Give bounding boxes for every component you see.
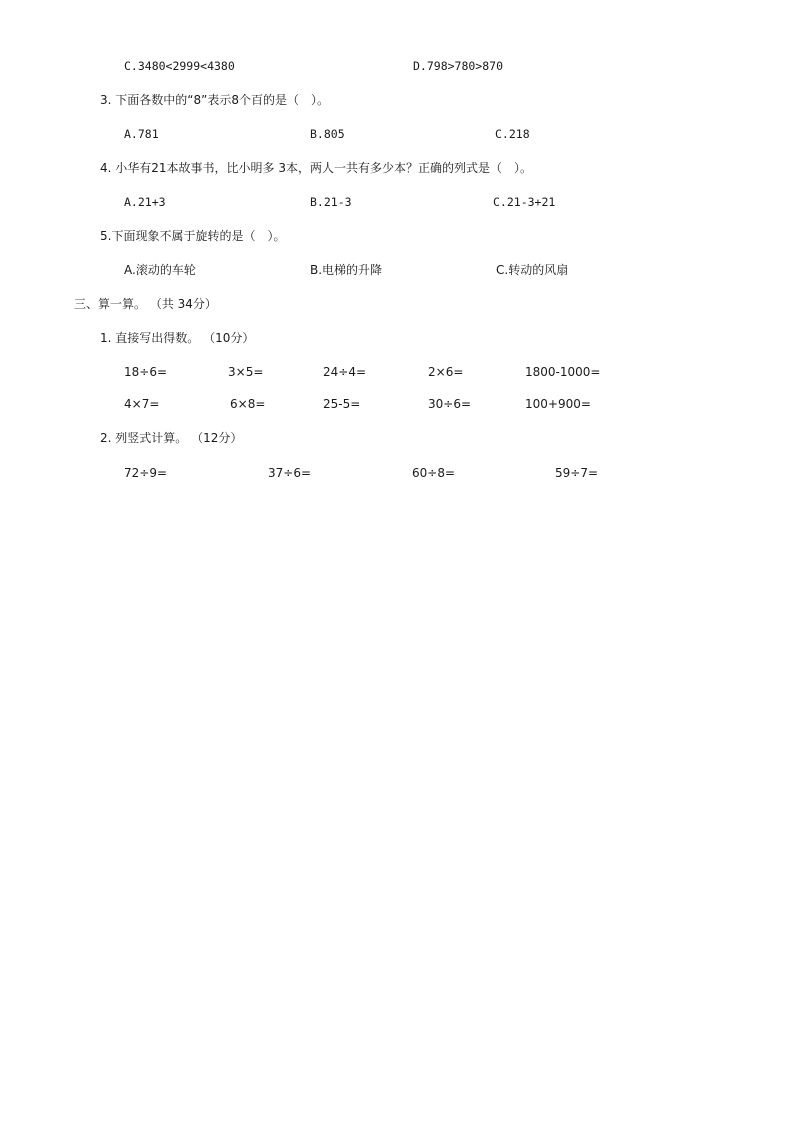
- mental-calc-item: 1800-1000=: [525, 365, 601, 379]
- q4-option-a: A.21+3: [124, 195, 166, 209]
- mental-calc-item: 25-5=: [323, 397, 361, 411]
- vertical-calc-item: 37÷6=: [268, 466, 312, 480]
- q4-option-c: C.21-3+21: [493, 195, 556, 209]
- mental-calc-item: 24÷4=: [323, 365, 367, 379]
- q5-option-b: B.电梯的升降: [310, 263, 383, 277]
- mental-calc-item: 30÷6=: [428, 397, 472, 411]
- vertical-calc-item: 72÷9=: [124, 466, 168, 480]
- q2-option-d: D.798>780>870: [413, 59, 504, 73]
- q5-option-a: A.滚动的车轮: [124, 263, 196, 277]
- q5-option-c: C.转动的风扇: [496, 263, 569, 277]
- vertical-calc-item: 60÷8=: [412, 466, 456, 480]
- q4-option-b: B.21-3: [310, 195, 352, 209]
- q2-option-c: C.3480<2999<4380: [124, 59, 235, 73]
- mental-calc-item: 2×6=: [428, 365, 464, 379]
- mental-calc-item: 4×7=: [124, 397, 160, 411]
- section-3-title: 三、算一算。 （共 34分）: [74, 297, 217, 311]
- mental-calc-item: 3×5=: [228, 365, 264, 379]
- vertical-calc-item: 59÷7=: [555, 466, 599, 480]
- mental-calc-item: 6×8=: [230, 397, 266, 411]
- q3-option-a: A.781: [124, 127, 159, 141]
- mental-calc-item: 100+900=: [525, 397, 591, 411]
- q4-stem: 4. 小华有21本故事书，比小明多 3本，两人一共有多少本？正确的列式是（ ）。: [100, 161, 532, 175]
- part-1-title: 1. 直接写出得数。 （10分）: [100, 331, 255, 345]
- q3-option-c: C.218: [495, 127, 530, 141]
- q5-stem: 5.下面现象不属于旋转的是（ ）。: [100, 229, 286, 243]
- part-2-title: 2. 列竖式计算。 （12分）: [100, 431, 243, 445]
- q3-stem: 3. 下面各数中的“8”表示8个百的是（ ）。: [100, 93, 329, 107]
- q3-option-b: B.805: [310, 127, 345, 141]
- mental-calc-item: 18÷6=: [124, 365, 168, 379]
